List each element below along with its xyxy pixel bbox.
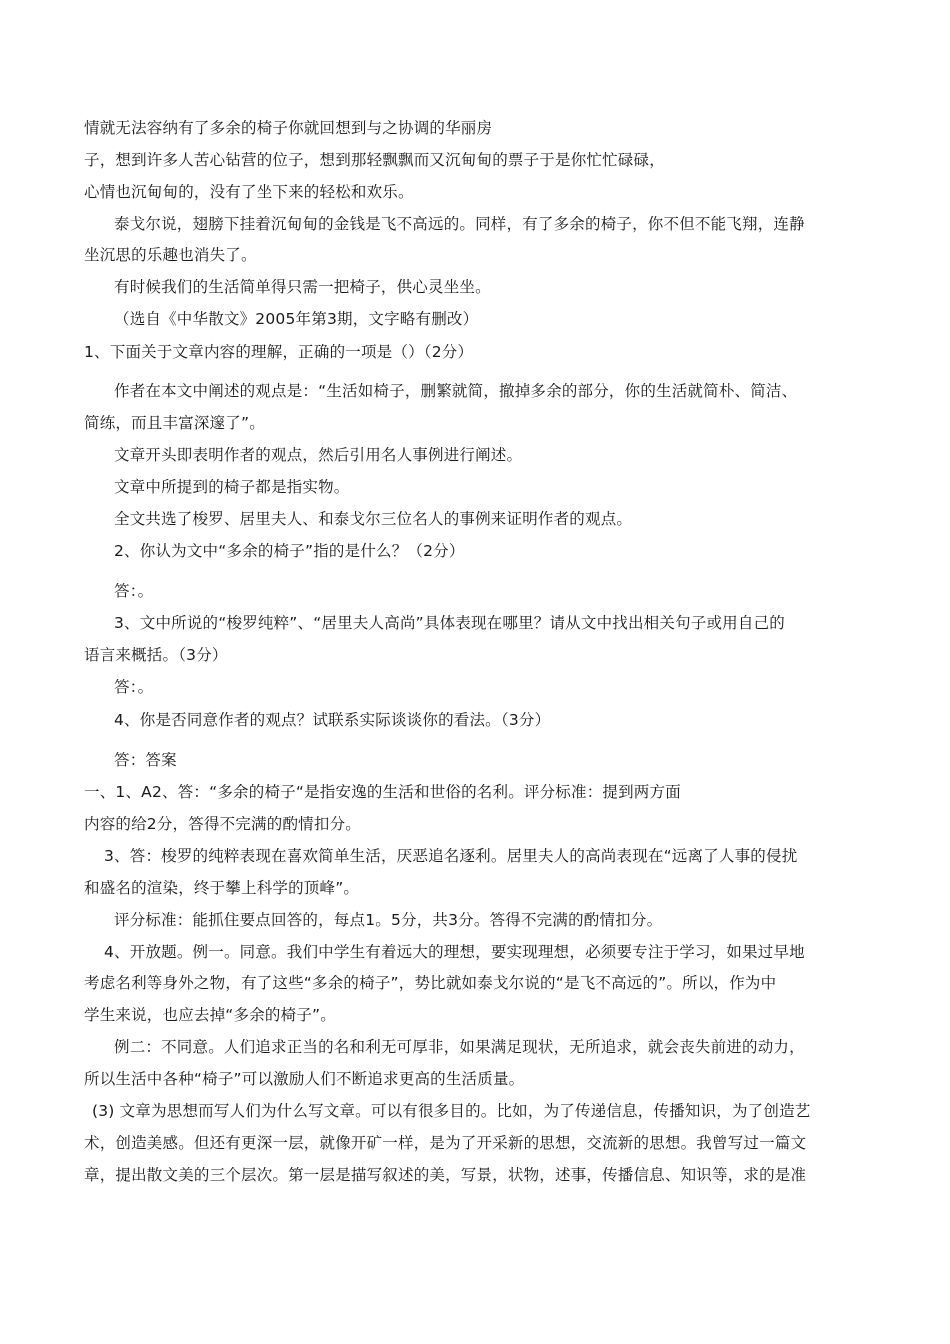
question-3: 3、文中所说的“梭罗纯粹”、“居里夫人高尚”具体表现在哪里？请从文中找出相关句子或用自己的	[114, 614, 785, 632]
section-3-text: 术，创造美感。但还有更深一层，就像开矿一样，是为了开采新的思想，交流新的思想。我曾写过一篇文	[84, 1134, 807, 1152]
section-3-text: 章，提出散文美的三个层次。第一层是描写叙述的美，写景，状物，述事，传播信息、知识等，求的是准	[84, 1166, 807, 1184]
answer-key: 3、答：梭罗的纯粹表现在喜欢简单生活，厌恶追名逐利。居里夫人的高尚表现在“远离了人事的侵扰	[104, 847, 798, 865]
scoring-criteria: 评分标准：能抓住要点回答的，每点1。5分，共3分。答得不完满的酌情扣分。	[114, 911, 663, 929]
answer-key: 例二：不同意。人们追求正当的名和利无可厚非，如果满足现状，无所追求，就会丧失前进的动力，	[114, 1038, 805, 1056]
answer-line: 答：。	[114, 582, 154, 600]
answer-line: 答：答案	[114, 751, 177, 769]
text-line: 语言来概括。（3分）	[84, 646, 228, 664]
option-text: 文章中所提到的椅子都是指实物。	[114, 478, 350, 496]
text-line: 情就无法容纳有了多余的椅子你就回想到与之协调的华丽房	[84, 119, 493, 137]
option-text: 简练，而且丰富深邃了”。	[84, 414, 265, 432]
text-line: 泰戈尔说，翅膀下挂着沉甸甸的金钱是飞不高远的。同样，有了多余的椅子，你不但不能飞翔，连静	[114, 215, 805, 233]
text-line: 心情也沉甸甸的，没有了坐下来的轻松和欢乐。	[84, 183, 414, 201]
answer-key: 考虑名利等身外之物，有了这些“多余的椅子”，势比就如泰戈尔说的“是飞不高远的”。所以，作为中	[84, 974, 777, 992]
answer-key: 学生来说，也应去掉“多余的椅子”。	[84, 1006, 336, 1024]
text-line: 子，想到许多人苦心钻营的位子，想到那轻飘飘而又沉甸甸的票子于是你忙忙碌碌，	[84, 151, 665, 169]
question-1: 1、下面关于文章内容的理解，正确的一项是（）（2分）	[84, 343, 474, 361]
text-line: 有时候我们的生活简单得只需一把椅子，供心灵坐坐。	[114, 278, 491, 296]
answer-line: 答：。	[114, 678, 154, 696]
option-text: 全文共选了梭罗、居里夫人、和泰戈尔三位名人的事例来证明作者的观点。	[114, 510, 633, 528]
answer-key: 和盛名的渲染，终于攀上科学的顶峰”。	[84, 879, 360, 897]
section-3-text: (3) 文章为思想而写人们为什么写文章。可以有很多目的。比如，为了传递信息，传播知识，为了创造艺	[92, 1102, 811, 1120]
answer-key: 4、开放题。例一。同意。我们中学生有着远大的理想，要实现理想，必须要专注于学习，如果过早地	[104, 943, 805, 961]
option-text: 文章开头即表明作者的观点，然后引用名人事例进行阐述。	[114, 446, 523, 464]
option-text: 作者在本文中阐述的观点是：“生活如椅子，删繁就简，撤掉多余的部分，你的生活就简朴、简洁、	[114, 382, 798, 400]
source-citation: （选自《中华散文》2005年第3期，文字略有删改）	[114, 310, 479, 328]
text-line: 坐沉思的乐趣也消失了。	[84, 246, 257, 264]
answer-key: 一、1、A2、答：“多余的椅子“是指安逸的生活和世俗的名利。评分标准：提到两方面	[84, 783, 681, 801]
answer-key: 所以生活中各种“椅子”可以激励人们不断追求更高的生活质量。	[84, 1070, 525, 1088]
question-2: 2、你认为文中“多余的椅子”指的是什么？（2分）	[114, 542, 465, 560]
question-4: 4、你是否同意作者的观点？试联系实际谈谈你的看法。（3分）	[114, 711, 551, 729]
answer-key: 内容的给2分，答得不完满的酌情扣分。	[84, 815, 361, 833]
